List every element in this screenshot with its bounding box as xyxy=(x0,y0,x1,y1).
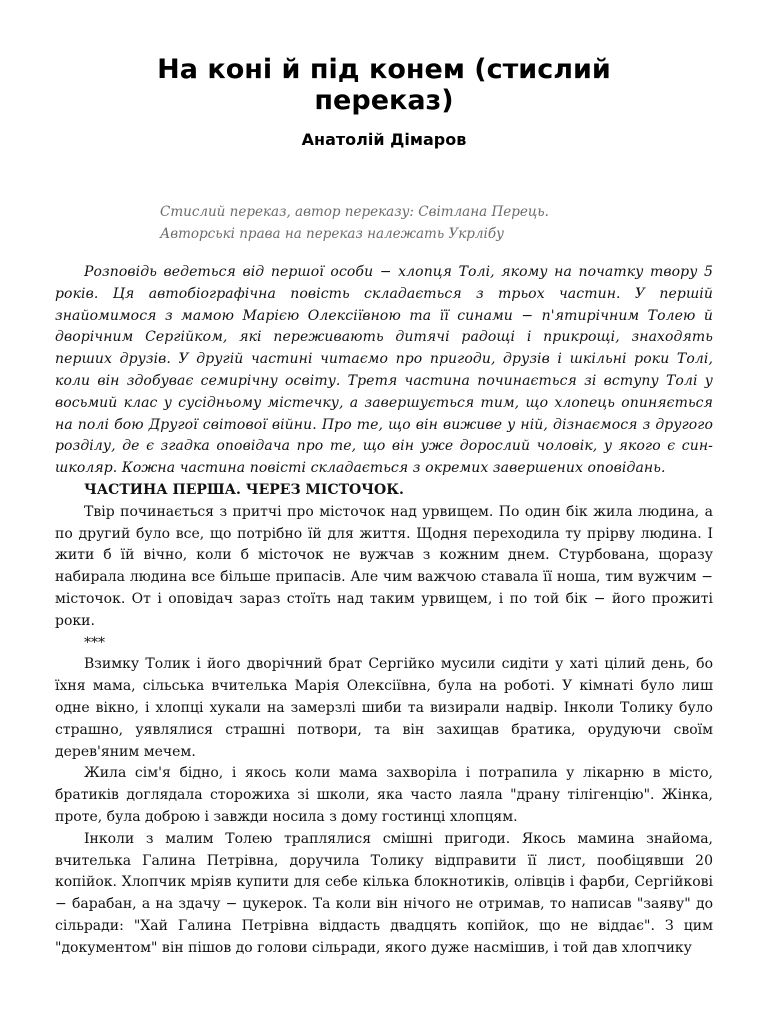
intro-paragraph: Розповідь ведеться від першої особи − хлопця Толі, якому на початку твору 5 років. Ця автобіографічна повість складається з трьох частин. У першій знайомимося з мамою Марією Олексіївною та її синами − п'ятирічним Толею й дворічним Сергійком, які переживають дитячі радощі і прикрощі, знаходять перших друзів. У другій частині читаємо про пригоди, друзів і шкільні роки Толі, коли він здобуває семирічну освіту. Третя частина починається зі вступу Толі у восьмий клас у сусідньому містечку, а завершується тим, що хлопець опиняється на полі бою Другої світової війни. Про те, що він виживе у ній, дізнаємося з другого розділу, де є згадка оповідача про те, що він уже дорослий чоловік, у якого є син-школяр. Кожна частина повісті складається з окремих завершених оповідань. xyxy=(55,264,713,477)
copyright-note xyxy=(160,201,720,245)
body-paragraph: Інколи з малим Толею траплялися смішні пригоди. Якось мамина знайома, вчителька Галина Петрівна, доручила Толику відправити її лист, пообіцявши 20 копійок. Хлопчик мріяв купити для себе кілька блокнотиків, олівців і фарби, Сергійкові − барабан, а на здачу − цукерок. Та коли він нічого не отримав, то написав "заяву" до сільради: "Хай Галина Петрівна віддасть двадцять копійок, що не віддає". З цим "документом" він пішов до голови сільради, якого дуже насмішив, і той дав хлопчику xyxy=(55,830,713,956)
document-title: На коні й під конем (стислий переказ) xyxy=(157,54,611,116)
body-paragraph: Взимку Толик і його дворічний брат Сергійко мусили сидіти у хаті цілий день, бо їхня мама, сільська вчителька Марія Олексіївна, була на роботі. У кімнаті було лиш одне вікно, і хлопці хукали на замерзлі шиби та визирали надвір. Інколи Толику було страшно, уявлялися страшні потвори, та він захищав братика, орудуючи своїм дерев'яним мечем. xyxy=(55,656,713,760)
copyright-note-line: Авторські права на переказ належать Укрлібу xyxy=(160,226,504,242)
document-author: Анатолій Дімаров xyxy=(301,130,467,149)
section-heading: ЧАСТИНА ПЕРША. ЧЕРЕЗ МІСТОЧОК. xyxy=(84,481,404,498)
document-body xyxy=(55,262,713,960)
body-paragraph: Твір починається з притчі про місточок над урвищем. По один бік жила людина, а по другий було все, що потрібно їй для життя. Щодня переходила ту прірву людина. І жити б їй вічно, коли б місточок не вужчав з кожним днем. Стурбована, щоразу набирала людина все більше припасів. Але чим важчою ставала її ноша, тим вужчим − місточок. От і оповідач зараз стоїть над таким урвищем, і по той бік − його прожиті роки. xyxy=(55,503,713,629)
copyright-note-line: Стислий переказ, автор переказу: Світлана Перець. xyxy=(160,204,549,220)
section-separator: *** xyxy=(84,634,105,651)
body-paragraph: Жила сім'я бідно, і якось коли мама захворіла і потрапила у лікарню в місто, братиків доглядала сторожиха зі школи, яка часто лаяла "драну тілігенцію". Жінка, проте, була доброю і завжди носила з дому гостинці хлопцям. xyxy=(55,765,713,825)
